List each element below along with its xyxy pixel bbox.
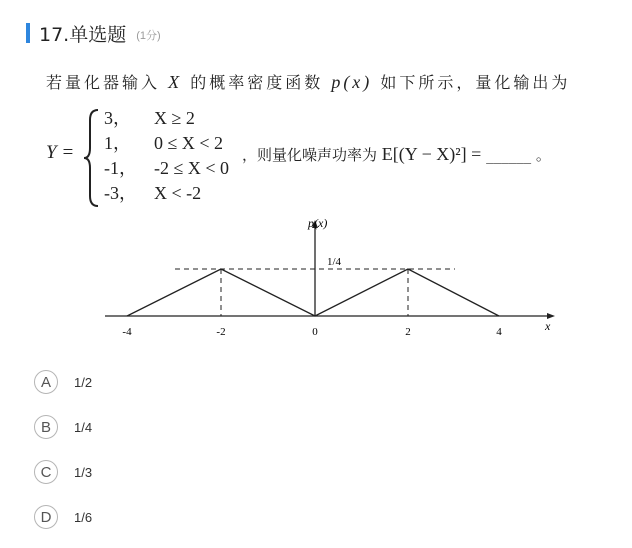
piecewise-row: [104, 131, 229, 156]
stem-mid: 的概率密度函数: [190, 73, 324, 92]
y-axis-label: p(x): [308, 216, 328, 230]
option-text[interactable]: 1/3: [74, 464, 93, 480]
piecewise-condition: 0 ≤ X < 2: [154, 133, 224, 153]
piecewise-value: -1，: [104, 158, 137, 178]
pdf-curve: [127, 269, 499, 316]
option-letter-circle[interactable]: D: [34, 505, 58, 529]
x-tick-label: 4: [496, 326, 502, 338]
option-letter-circle[interactable]: A: [34, 370, 58, 394]
pdf-graph: [95, 212, 565, 344]
answer-blank: ______: [486, 146, 532, 164]
option-c[interactable]: [34, 458, 92, 486]
tail-math: E[(Y − X)²] =: [381, 144, 482, 164]
x-axis-label: x: [545, 319, 551, 333]
piecewise-condition: X ≥ 2: [154, 108, 195, 128]
option-letter-circle[interactable]: C: [34, 460, 58, 484]
left-brace-icon: [82, 108, 102, 208]
option-b[interactable]: [34, 413, 92, 441]
option-letter-circle[interactable]: B: [34, 415, 58, 439]
stem-function: p(x): [331, 72, 373, 92]
question-score: (1分): [136, 29, 161, 42]
title-accent-bar: [26, 23, 30, 43]
piecewise-value: 3，: [104, 108, 131, 128]
tail-end: 。: [535, 146, 551, 164]
question-title: 17.单选题: [39, 23, 127, 46]
option-text[interactable]: 1/6: [74, 509, 93, 525]
peak-label: 1/4: [327, 256, 342, 268]
x-tick-label: 2: [405, 326, 411, 338]
piecewise-row: [104, 106, 229, 131]
x-tick-label: -2: [216, 326, 226, 338]
stem-prefix: 若量化器输入: [46, 73, 161, 92]
stem-suffix: 如下所示，量化输出为: [380, 73, 571, 92]
piecewise-rows: [104, 106, 229, 206]
question-stem-line1: [46, 70, 616, 93]
piecewise-tail: [242, 144, 551, 165]
piecewise-condition: -2 ≤ X < 0: [154, 158, 230, 178]
question-header: [26, 20, 161, 46]
piecewise-definition: [46, 106, 626, 210]
option-text[interactable]: 1/2: [74, 374, 93, 390]
option-text[interactable]: 1/4: [74, 419, 93, 435]
x-tick-label: -4: [122, 326, 132, 338]
option-d[interactable]: [34, 503, 92, 531]
x-tick-label: 0: [312, 326, 318, 338]
piecewise-row: [104, 156, 229, 181]
piecewise-condition: X < -2: [154, 183, 202, 203]
piecewise-lhs: Y =: [46, 142, 75, 163]
stem-variable: X: [168, 72, 183, 92]
piecewise-value: -3，: [104, 183, 137, 203]
tail-text: ，则量化噪声功率为: [242, 146, 378, 164]
piecewise-value: 1，: [104, 133, 131, 153]
piecewise-row: [104, 181, 229, 206]
option-a[interactable]: [34, 368, 92, 396]
answer-options: [34, 368, 92, 548]
